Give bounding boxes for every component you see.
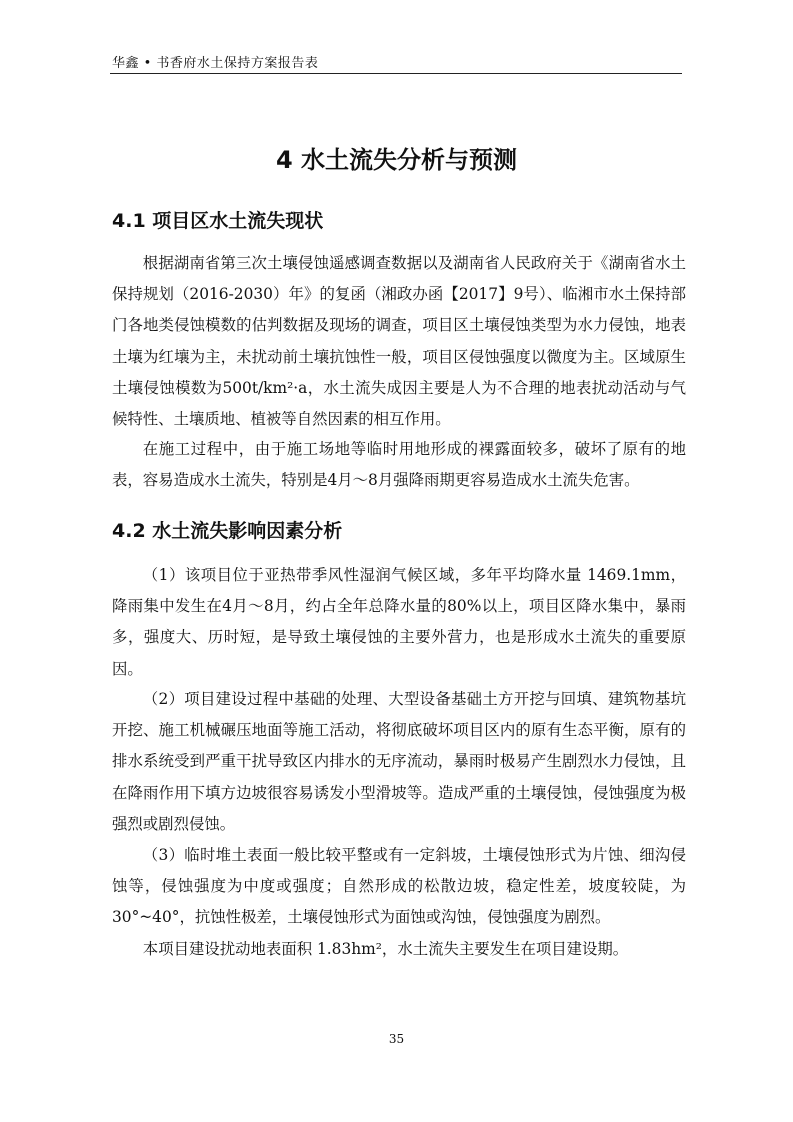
section-heading-4-1: 4.1 项目区水土流失现状 bbox=[112, 210, 324, 232]
paragraph: 在施工过程中，由于施工场地等临时用地形成的裸露面较多，破坏了原有的地表，容易造成水土流失，特别是4月～8月强降雨期更容易造成水土流失危害。 bbox=[112, 440, 686, 490]
header-rule bbox=[110, 73, 682, 74]
paragraph: （1）该项目位于亚热带季风性湿润气候区域，多年平均降水量 1469.1mm，降雨集中发生在4月～8月，约占全年总降水量的80%以上，项目区降水集中，暴雨多，强度大、历时短，是导致土壤侵蚀的主要外营力，也是形成水土流失的重要原因。 bbox=[112, 566, 686, 678]
section-heading-4-2: 4.2 水土流失影响因素分析 bbox=[112, 520, 343, 542]
running-header: 华鑫 • 书香府水土保持方案报告表 bbox=[112, 56, 319, 71]
paragraph: （2）项目建设过程中基础的处理、大型设备基础土方开挖与回填、建筑物基坑开挖、施工机械碾压地面等施工活动，将彻底破坏项目区内的原有生态平衡，原有的排水系统受到严重干扰导致区内排水的无序流动，暴雨时极易产生剧烈水力侵蚀，且在降雨作用下填方边坡很容易诱发小型滑坡等。造成严重的土壤侵蚀，侵蚀强度为极强烈或剧烈侵蚀。 bbox=[112, 690, 686, 833]
paragraph: （3）临时堆土表面一般比较平整或有一定斜坡，土壤侵蚀形式为片蚀、细沟侵蚀等，侵蚀强度为中度或强度；自然形成的松散边坡，稳定性差，坡度较陡，为30°~40°，抗蚀性极差，土壤侵蚀形式为面蚀或沟蚀，侵蚀强度为剧烈。 bbox=[112, 846, 686, 927]
chapter-title: 4 水土流失分析与预测 bbox=[275, 146, 518, 174]
paragraph: 本项目建设扰动地表面积 1.83hm²，水土流失主要发生在项目建设期。 bbox=[142, 940, 629, 958]
page-number: 35 bbox=[388, 1032, 405, 1046]
paragraph: 根据湖南省第三次土壤侵蚀遥感调查数据以及湖南省人民政府关于《湖南省水土保持规划（2016-2030）年》的复函（湘政办函【2017】9号）、临湘市水土保持部门各地类侵蚀模数的估判数据及现场的调查，项目区土壤侵蚀类型为水力侵蚀，地表土壤为红壤为主，未扰动前土壤抗蚀性一般，项目区侵蚀强度以微度为主。区域原生土壤侵蚀模数为500t/km²·a，水土流失成因主要是人为不合理的地表扰动活动与气候特性、土壤质地、植被等自然因素的相互作用。 bbox=[112, 254, 686, 429]
